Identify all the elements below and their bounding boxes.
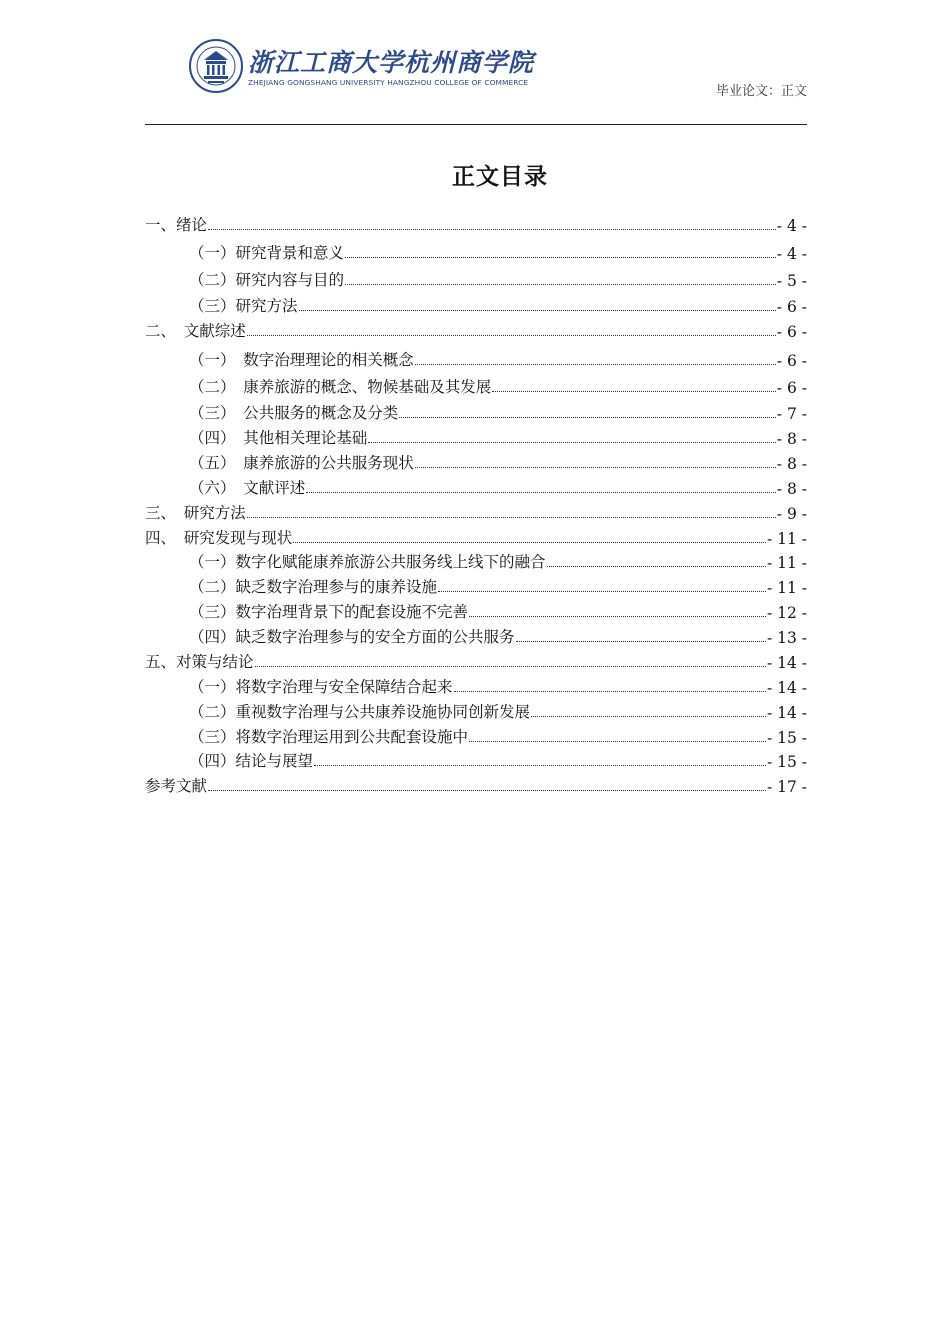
toc-dot-leader <box>247 517 776 518</box>
toc-dot-leader <box>516 641 766 642</box>
toc-dot-leader <box>547 566 766 567</box>
toc-entry-page: - 6 - <box>776 379 807 397</box>
university-logo <box>188 38 568 98</box>
toc-entry-label: （一）数字化赋能康养旅游公共服务线上线下的融合 <box>189 553 546 571</box>
toc-dot-leader <box>306 492 776 493</box>
toc-entry[interactable] <box>145 600 807 622</box>
toc-dot-leader <box>293 542 766 543</box>
logo-english-name: ZHEJIANG GONGSHANG UNIVERSITY HANGZHOU COLLEGE OF COMMERCE <box>248 78 529 87</box>
page-header <box>145 34 807 125</box>
toc-dot-leader <box>247 335 776 336</box>
toc-entry[interactable] <box>145 575 807 597</box>
toc-entry-page: - 15 - <box>766 729 807 747</box>
toc-entry-page: - 14 - <box>766 679 807 697</box>
toc-entry-label: （三）数字治理背景下的配套设施不完善 <box>189 603 469 621</box>
toc-entry[interactable] <box>145 451 807 473</box>
toc-entry-label: （一）将数字治理与安全保障结合起来 <box>189 678 453 696</box>
toc-dot-leader <box>368 442 776 443</box>
toc-entry-label: （三）将数字治理运用到公共配套设施中 <box>189 728 469 746</box>
toc-entry[interactable] <box>145 213 807 235</box>
toc-entry-page: - 4 - <box>776 217 807 235</box>
toc-entry-page: - 17 - <box>766 778 807 796</box>
toc-entry[interactable] <box>145 294 807 316</box>
toc-entry-page: - 8 - <box>776 430 807 448</box>
toc-entry-page: - 9 - <box>776 505 807 523</box>
toc-entry-page: - 14 - <box>766 704 807 722</box>
toc-dot-leader <box>531 716 766 717</box>
toc-dot-leader <box>415 467 776 468</box>
toc-entry-label: （二）重视数字治理与公共康养设施协同创新发展 <box>189 703 531 721</box>
toc-entry-label: 二、 文献综述 <box>145 322 246 340</box>
toc-entry[interactable] <box>145 476 807 498</box>
toc-entry-page: - 4 - <box>776 245 807 263</box>
toc-entry-page: - 12 - <box>766 604 807 622</box>
toc-entry-page: - 7 - <box>776 405 807 423</box>
toc-entry[interactable] <box>145 526 807 548</box>
toc-entry-label: （四） 其他相关理论基础 <box>189 429 368 447</box>
toc-entry[interactable] <box>145 501 807 523</box>
toc-entry-label: 参考文献 <box>145 777 208 795</box>
toc-entry[interactable] <box>145 268 807 290</box>
toc-dot-leader <box>454 691 766 692</box>
toc-dot-leader <box>399 417 776 418</box>
toc-entry-label: （四）缺乏数字治理参与的安全方面的公共服务 <box>189 628 515 646</box>
toc-dot-leader <box>345 257 776 258</box>
toc-entry[interactable] <box>145 700 807 722</box>
toc-entry-page: - 14 - <box>766 654 807 672</box>
toc-entry[interactable] <box>145 550 807 572</box>
toc-entry-page: - 15 - <box>766 753 807 771</box>
toc-entry[interactable] <box>145 241 807 263</box>
toc-entry-page: - 6 - <box>776 352 807 370</box>
toc-entry[interactable] <box>145 725 807 747</box>
toc-entry-page: - 13 - <box>766 629 807 647</box>
toc-dot-leader <box>299 310 776 311</box>
header-section-label: 毕业论文：正文 <box>715 84 807 99</box>
toc-entry[interactable] <box>145 774 807 796</box>
toc-entry-page: - 6 - <box>776 323 807 341</box>
toc-entry[interactable] <box>145 650 807 672</box>
toc-entry-label: （六） 文献评述 <box>189 479 306 497</box>
toc-entry-label: 一、绪论 <box>145 216 208 234</box>
toc-entry[interactable] <box>145 675 807 697</box>
toc-entry-label: 三、 研究方法 <box>145 504 246 522</box>
toc-entry-label: （一） 数字治理理论的相关概念 <box>189 351 414 369</box>
toc-entry-label: （四）结论与展望 <box>189 752 314 770</box>
toc-entry-label: 四、 研究发现与现状 <box>145 529 293 547</box>
toc-entry-page: - 8 - <box>776 455 807 473</box>
toc-entry-label: （五） 康养旅游的公共服务现状 <box>189 454 414 472</box>
toc-entry[interactable] <box>145 749 807 771</box>
toc-dot-leader <box>469 741 766 742</box>
toc-dot-leader <box>438 591 766 592</box>
toc-dot-leader <box>255 666 766 667</box>
toc-entry-page: - 5 - <box>776 272 807 290</box>
toc-entry-label: （一）研究背景和意义 <box>189 244 345 262</box>
toc-entry-label: （三）研究方法 <box>189 297 298 315</box>
toc-entry-label: （二）研究内容与目的 <box>189 271 345 289</box>
toc-entry-label: （三） 公共服务的概念及分类 <box>189 404 399 422</box>
toc-entry-label: （二）缺乏数字治理参与的康养设施 <box>189 578 438 596</box>
toc-dot-leader <box>314 765 766 766</box>
toc-entry[interactable] <box>145 401 807 423</box>
toc-entry[interactable] <box>145 375 807 397</box>
toc-dot-leader <box>208 229 776 230</box>
logo-chinese-name: 浙江工商大学杭州商学院 <box>248 48 535 77</box>
toc-entry-page: - 11 - <box>766 579 807 597</box>
toc-entry-label: 五、对策与结论 <box>145 653 254 671</box>
toc-entry-page: - 11 - <box>766 530 807 548</box>
toc-entry-page: - 11 - <box>766 554 807 572</box>
toc-entry[interactable] <box>145 348 807 370</box>
toc-dot-leader <box>415 364 776 365</box>
university-seal-icon <box>188 38 244 94</box>
toc-entry-label: （二） 康养旅游的概念、物候基础及其发展 <box>189 378 492 396</box>
toc-entry[interactable] <box>145 426 807 448</box>
toc-entry-page: - 8 - <box>776 480 807 498</box>
toc-entry[interactable] <box>145 319 807 341</box>
toc-dot-leader <box>345 284 776 285</box>
toc-dot-leader <box>469 616 766 617</box>
toc-entry[interactable] <box>145 625 807 647</box>
toc-dot-leader <box>208 790 766 791</box>
toc-dot-leader <box>492 391 776 392</box>
page-title: 正文目录 <box>452 164 548 190</box>
toc-entry-page: - 6 - <box>776 298 807 316</box>
